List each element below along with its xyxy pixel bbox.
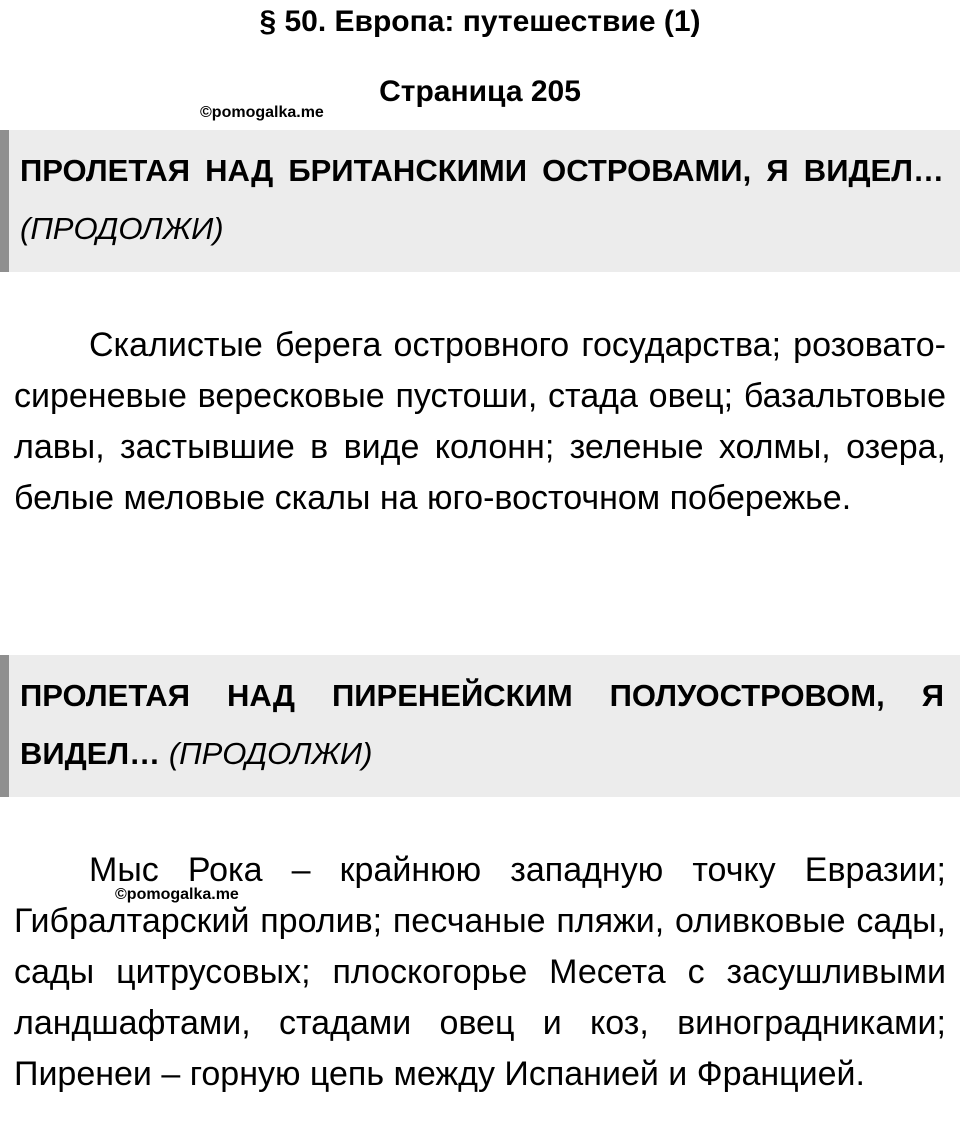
question-heading xyxy=(20,667,944,783)
question-box-iberian-peninsula xyxy=(0,655,960,797)
page-title: § 50. Европа: путешествие (1) xyxy=(259,5,701,38)
answer-paragraph-iberian-peninsula: Мыс Рока – крайнюю западную точку Евразии; Гибралтарский пролив; песчаные пляжи, оливковые сады, сады цитрусовых; плоскогорье Месета с засушливыми ландшафтами, стадами овец и коз, виноградниками; Пиренеи – горную цепь между Испанией и Францией. xyxy=(14,851,946,1093)
question-prompt: (ПРОДОЛЖИ) xyxy=(168,736,373,771)
watermark-top: ©pomogalka.me xyxy=(200,104,324,121)
question-box-british-isles xyxy=(0,130,960,272)
question-prompt: (ПРОДОЛЖИ) xyxy=(20,211,224,246)
question-heading-text: ПРОЛЕТАЯ НАД ПИРЕНЕЙСКИМ ПОЛУОСТРОВОМ, Я ВИДЕЛ… xyxy=(20,678,944,771)
answer-paragraph-british-isles: Скалистые берега островного государства; розовато-сиреневые вересковые пустоши, стада овец; базальтовые лавы, застывшие в виде колонн; зеленые холмы, озера, белые меловые скалы на юго-восточном побережье. xyxy=(14,326,946,517)
question-heading-text: ПРОЛЕТАЯ НАД БРИТАНСКИМИ ОСТРОВАМИ, Я ВИДЕЛ… xyxy=(20,153,944,188)
page-number-label: Страница 205 xyxy=(379,75,581,108)
question-heading xyxy=(20,142,944,258)
watermark-middle: ©pomogalka.me xyxy=(115,886,239,903)
